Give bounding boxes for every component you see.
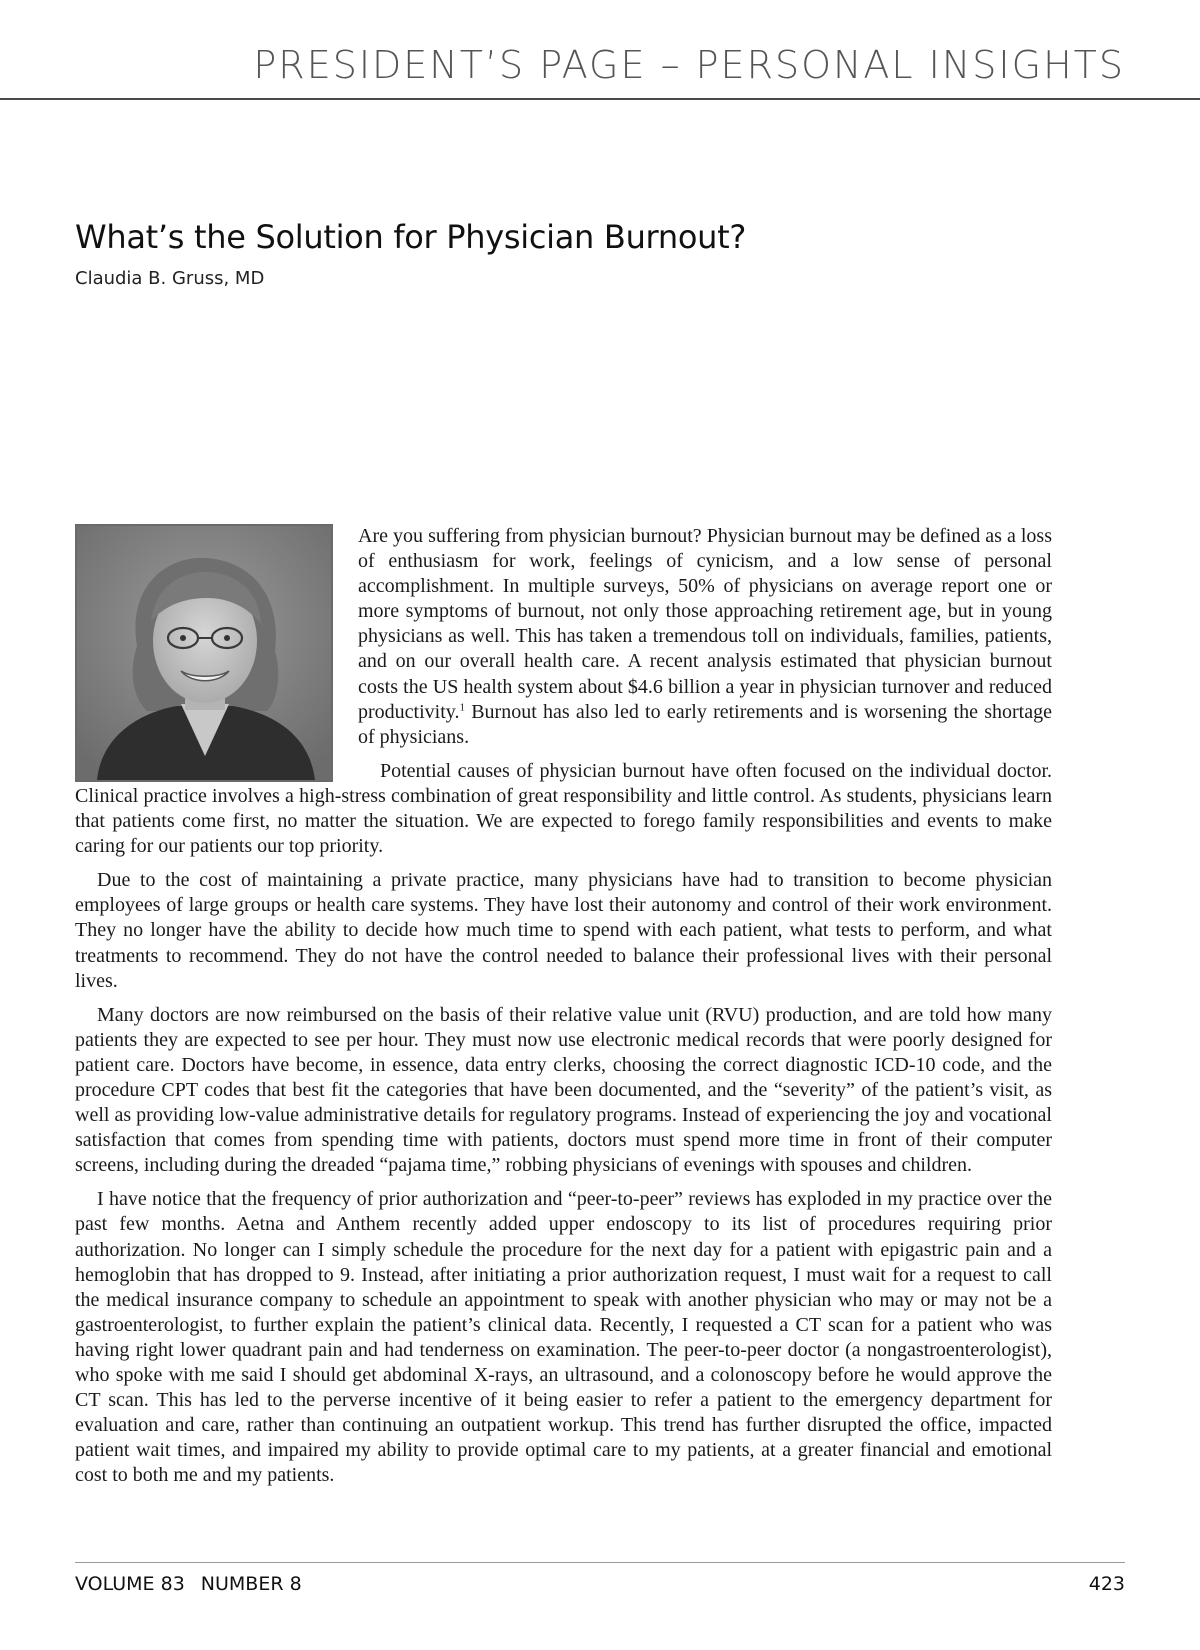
footer-volume-number bbox=[75, 1573, 302, 1595]
volume-label: VOLUME 83 bbox=[75, 1573, 185, 1595]
paragraph-4: Many doctors are now reimbursed on the basis of their relative value unit (RVU) production, and are told how many patients they are expected to see per hour. They must now use electronic medical records that were poorly designed for patient care. Doctors have become, in essence, data entry clerks, choosing the correct diagnostic ICD-10 code, and the procedure CPT codes that best fit the categories that have been documented, and the “severity” of the patient’s visit, as well as providing low-value administrative details for regulatory programs. Instead of experiencing the joy and vocational satisfaction that comes from spending time with patients, doctors must spend more time in front of their computer screens, including during the dreaded “pajama time,” robbing physicians of evenings with spouses and children. bbox=[75, 1003, 1052, 1177]
page-footer bbox=[75, 1562, 1125, 1595]
article-author: Claudia B. Gruss, MD bbox=[75, 268, 265, 289]
page-header bbox=[0, 0, 1200, 100]
footnote-ref-1[interactable]: 1 bbox=[459, 701, 465, 713]
paragraph-1-text: Are you suffering from physician burnout? Physician burnout may be defined as a loss of enthusiasm for work, feelings of cynicism, and a low sense of personal accomplishment. In multiple surveys, 50% of physicians on average report one or more symptoms of burnout, not only those approaching retirement age, but in young physicians as well. This has taken a tremendous toll on individuals, families, patients, and on our overall health care. A recent analysis estimated that physician burnout costs the US health system about $4.6 billion a year in physician turnover and reduced productivity. bbox=[358, 525, 1052, 723]
article-body bbox=[75, 524, 1052, 1497]
paragraph-1-text-cont: Burnout has also led to early retirements and is worsening the shortage of physicians. bbox=[358, 700, 1052, 748]
portrait-graphic bbox=[77, 526, 331, 780]
paragraph-5: I have notice that the frequency of prior authorization and “peer-to-peer” reviews has exploded in my practice over the past few months. Aetna and Anthem recently added upper endoscopy to its list of procedures requiring prior authorization. No longer can I simply schedule the procedure for the next day for a patient with epigastric pain and a hemoglobin that has dropped to 9. Instead, after initiating a prior authorization request, I must wait for a request to call the medical insurance company to schedule an appointment to speak with another physician who may or may not be a gastroenterologist, to further explain the patient’s clinical data. Recently, I requested a CT scan for a patient who was having right lower quadrant pain and had tenderness on examination. The peer-to-peer doctor (a nongastroenterologist), who spoke with me said I should get abdominal X-rays, an ultrasound, and a colonoscopy before he would approve the CT scan. This has led to the perverse incentive of it being easier to refer a patient to the emergency department for evaluation and care, rather than continuing an outpatient workup. This trend has further disrupted the office, impacted patient wait times, and impaired my ability to provide optimal care to my patients, at a greater financial and emotional cost to both me and my patients. bbox=[75, 1188, 1052, 1487]
article-title: What’s the Solution for Physician Burnout? bbox=[75, 218, 747, 256]
paragraph-3: Due to the cost of maintaining a private practice, many physicians have had to transition to become physician employees of large groups or health care systems. They have lost their autonomy and control of their work environment. They no longer have the ability to decide how much time to spend with each patient, what tests to perform, and what treatments to recommend. They do not have the control needed to balance their professional lives with their personal lives. bbox=[75, 869, 1052, 992]
author-portrait-photo bbox=[75, 524, 333, 782]
paragraph-2: Potential causes of physician burnout have often focused on the individual doctor. Clinical practice involves a high-stress combination of great responsibility and little control. As students, physicians learn that patients come first, no matter the situation. We are expected to forego family responsibilities and events to make caring for our patients our top priority. bbox=[75, 759, 1052, 858]
page-number: 423 bbox=[1088, 1573, 1125, 1595]
issue-number-label: NUMBER 8 bbox=[200, 1573, 302, 1595]
section-title: PRESIDENT’S PAGE – PERSONAL INSIGHTS bbox=[253, 43, 1125, 87]
